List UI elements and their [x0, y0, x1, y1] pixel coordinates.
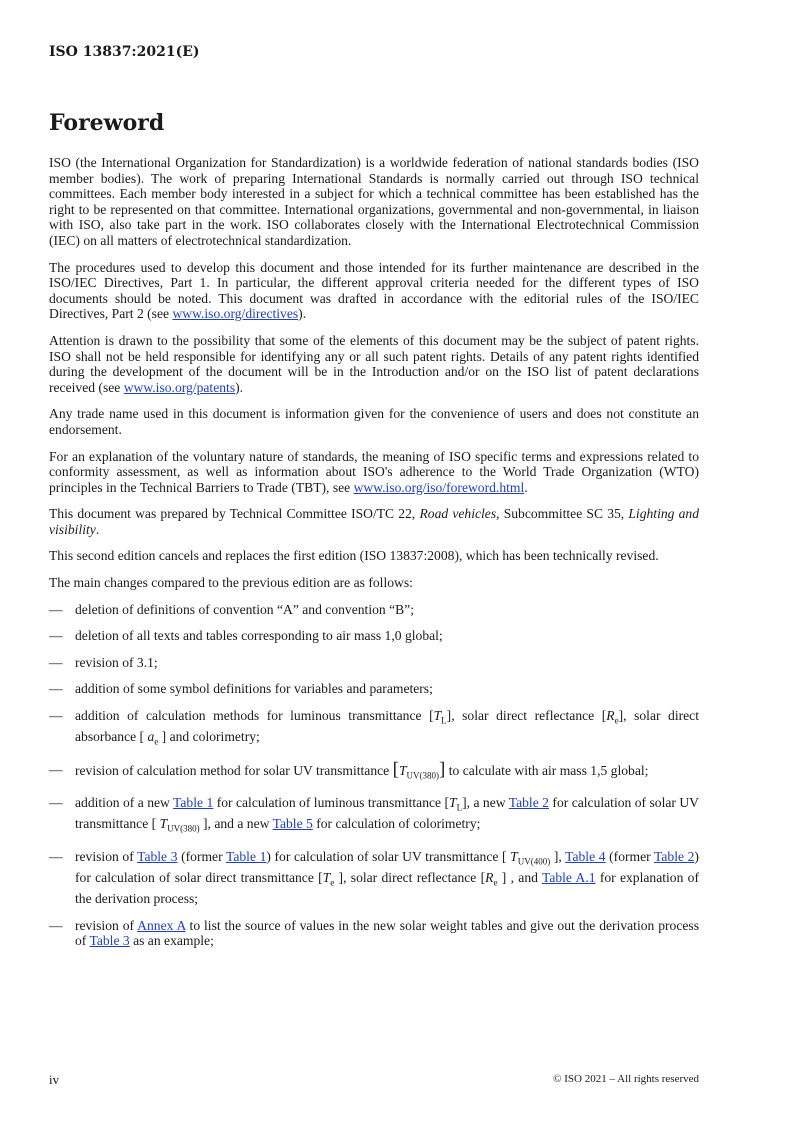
annex-a-link[interactable]: Annex A — [137, 917, 186, 933]
foreword-body — [49, 155, 699, 960]
paragraph-edition: This second edition cancels and replaces the first edition (ISO 13837:2008), which has been technically revised. — [49, 548, 659, 564]
foreword-link[interactable]: www.iso.org/iso/foreword.html — [353, 479, 525, 495]
table-2-link[interactable]: Table 2 — [508, 794, 549, 810]
former-table-1-link[interactable]: Table 1 — [225, 848, 267, 864]
list-item: — revision of calculation method for solar UV transmittance $[T_{UV(380)}]$ to calculate with air mass 1,5 global; — [49, 758, 649, 781]
table-5-link[interactable]: Table 5 — [272, 816, 313, 832]
changes-list — [49, 602, 699, 949]
page-title: Foreword — [49, 110, 165, 136]
paragraph-committee: This document was prepared by Technical Committee ISO/TC 22, Road vehicles, Subcommittee SC 35, Lighting and visibility. — [49, 506, 700, 537]
table-1-link[interactable]: Table 1 — [173, 794, 214, 810]
list-item: — addition of some symbol definitions for variables and parameters; — [49, 681, 433, 697]
list-item: — revision of 3.1; — [49, 654, 158, 670]
paragraph-voluntary-nature: For an explanation of the voluntary nature of standards, the meaning of ISO specific terms and expressions related to conformity assessment, as well as information about ISO's adherence to the World Trade Organization (WTO) principles in the Technical Barriers to Trade (TBT), see www.iso.org/iso/foreword.html. — [49, 448, 699, 495]
table-4-link[interactable]: Table 4 — [565, 848, 606, 864]
paragraph-iso-intro: ISO (the International Organization for Standardization) is a worldwide federation of national standards bodies (ISO member bodies). The work of preparing International Standards is normally carried out through ISO technical committees. Each member body interested in a subject for which a technical committee has been established has the right to be represented on that committee. International organizations, governmental and non-governmental, in liaison with ISO, also take part in the work. ISO collaborates closely with the International Electrotechnical Commission (IEC) on all matters of electrotechnical standardization. — [49, 155, 699, 248]
document-id-header: ISO 13837:2021(E) — [49, 44, 200, 60]
list-item: — revision of Table 3 (former Table 1) for calculation of solar UV transmittance [ $T_{UV(400)}$ ], Table 4 (former Table 2) for calculation of solar direct transmittance [$T_e$ ], solar direct reflectance [$R_e$ ] , and Table A.1 for explanation of the derivation process; — [49, 848, 700, 907]
list-item: — addition of calculation methods for luminous transmittance $[T_L]$, solar direct reflectance $[R_e]$, solar direct absorbance [ $a_e$ ] and colorimetry; — [49, 708, 699, 748]
list-item: — revision of Annex A to list the source of values in the new solar weight tables and give out the derivation process of Table 3 as an example; — [49, 917, 699, 949]
table-3-link[interactable]: Table 3 — [137, 848, 178, 864]
table-3-example-link[interactable]: Table 3 — [89, 933, 130, 949]
paragraph-main-changes: The main changes compared to the previous edition are as follows: — [49, 575, 413, 591]
former-table-2-link[interactable]: Table 2 — [654, 848, 695, 864]
paragraph-patents: Attention is drawn to the possibility that some of the elements of this document may be the subject of patent rights. ISO shall not be held responsible for identifying any or all such patent rights. Details of any patent rights identified during the development of the document will be in the Introduction and/or on the ISO list of patent declarations received (see www.iso.org/patents). — [49, 332, 699, 395]
page-number: iv — [49, 1072, 60, 1087]
list-item: — deletion of all texts and tables corresponding to air mass 1,0 global; — [49, 628, 443, 644]
list-item: — addition of a new Table 1 for calculation of luminous transmittance $[T_L]$, a new Table 2 for calculation of solar UV transmittance [ $T_{UV(380)}$ ], and a new Table 5 for calculation of colorimetry; — [49, 794, 700, 834]
paragraph-trade-name: Any trade name used in this document is information given for the convenience of users and does not constitute an endorsement. — [49, 406, 699, 437]
list-item: — deletion of definitions of convention “A” and convention “B”; — [49, 601, 414, 617]
paragraph-procedures: The procedures used to develop this document and those intended for its further maintenance are described in the ISO/IEC Directives, Part 1. In particular, the different approval criteria needed for the different types of ISO documents should be noted. This document was drafted in accordance with the editorial rules of the ISO/IEC Directives, Part 2 (see www.iso.org/directives). — [49, 259, 699, 322]
patents-link[interactable]: www.iso.org/patents — [123, 379, 236, 395]
table-a1-link[interactable]: Table A.1 — [541, 869, 596, 885]
copyright-notice: © ISO 2021 – All rights reserved — [553, 1073, 699, 1085]
directives-link[interactable]: www.iso.org/directives — [172, 306, 299, 322]
